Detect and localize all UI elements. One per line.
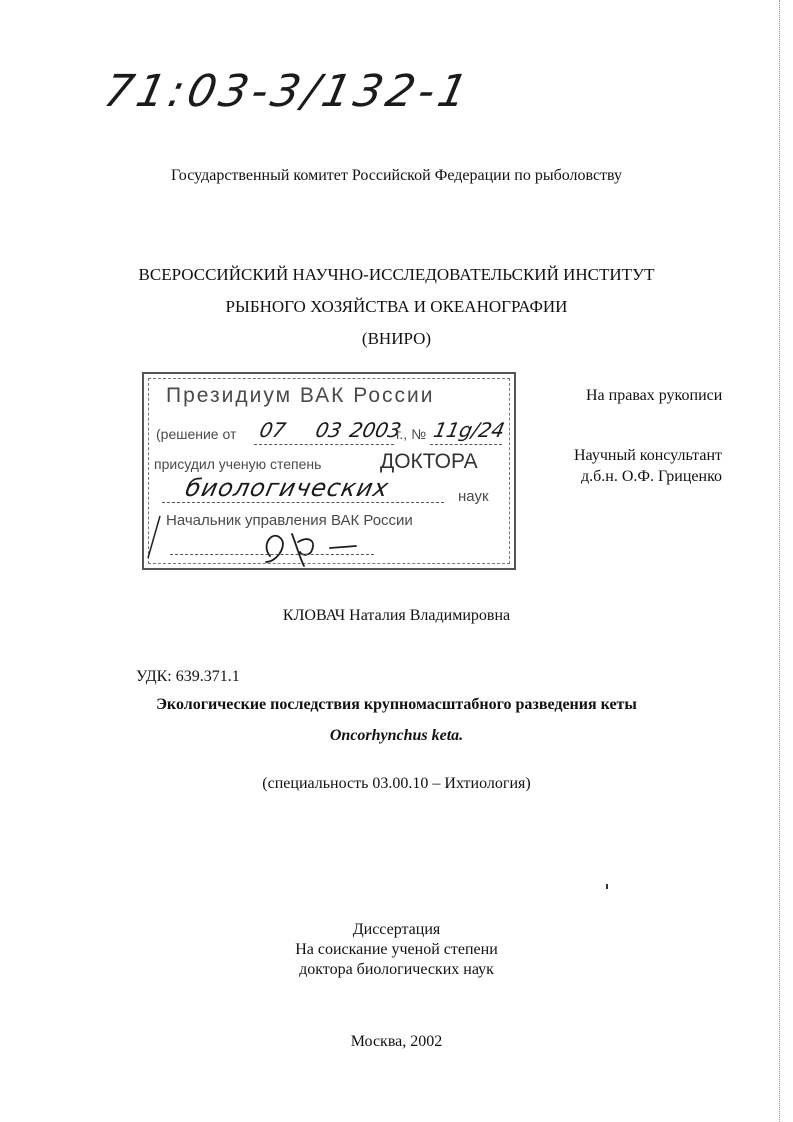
consultant-label: Научный консультант (574, 447, 722, 464)
thesis-type: Диссертация (352, 921, 441, 938)
institute-line-1: ВСЕРОССИЙСКИЙ НАУЧНО-ИССЛЕДОВАТЕЛЬСКИЙ ИНСТИТУТ (138, 265, 655, 284)
stamp-sciences: наук (458, 488, 489, 505)
vak-stamp (142, 372, 516, 570)
stamp-awarded-text: присудил ученую степень (154, 456, 322, 472)
institute-line-2: РЫБНОГО ХОЗЯЙСТВА И ОКЕАНОГРАФИИ (225, 297, 568, 316)
stamp-date-year: 2003 (347, 418, 404, 442)
specialty: (специальность 03.00.10 – Ихтиология) (262, 775, 531, 792)
stamp-date-month: 03 (313, 418, 345, 442)
manuscript-rights: На правах рукописи (586, 387, 723, 404)
stamp-decision-number: 11g/24 (431, 418, 507, 442)
stamp-head-title: Начальник управления ВАК России (166, 512, 413, 529)
consultant-name: д.б.н. О.Ф. Гриценко (581, 468, 723, 485)
stamp-title: Президиум ВАК России (166, 384, 435, 407)
committee-name: Государственный комитет Российской Федерации по рыболовству (170, 167, 623, 184)
thesis-degree: доктора биологических наук (299, 961, 494, 978)
place-year: Москва, 2002 (350, 1033, 443, 1050)
dissertation-title-species: Oncorhynchus keta. (329, 727, 464, 744)
udk-code: УДК: 639.371.1 (136, 668, 240, 685)
stamp-degree: ДОКТОРА (380, 450, 478, 473)
institute-abbreviation: (ВНИРО) (361, 329, 432, 348)
stamp-date-day: 07 (257, 418, 289, 442)
stamp-year-suffix: г., № (396, 426, 427, 442)
stamp-decision-prefix: (решение от (156, 426, 237, 442)
author-name: КЛОВАЧ Наталия Владимировна (282, 607, 511, 624)
thesis-purpose: На соискание ученой степени (295, 941, 498, 958)
handwritten-catalog-number: 71:03-3/132-1 (99, 66, 476, 117)
dissertation-title-line-1: Экологические последствия крупномасштабного разведения кеты (156, 696, 637, 713)
stamp-signature (252, 522, 402, 570)
stamp-field-handwritten: биологических (183, 474, 392, 502)
